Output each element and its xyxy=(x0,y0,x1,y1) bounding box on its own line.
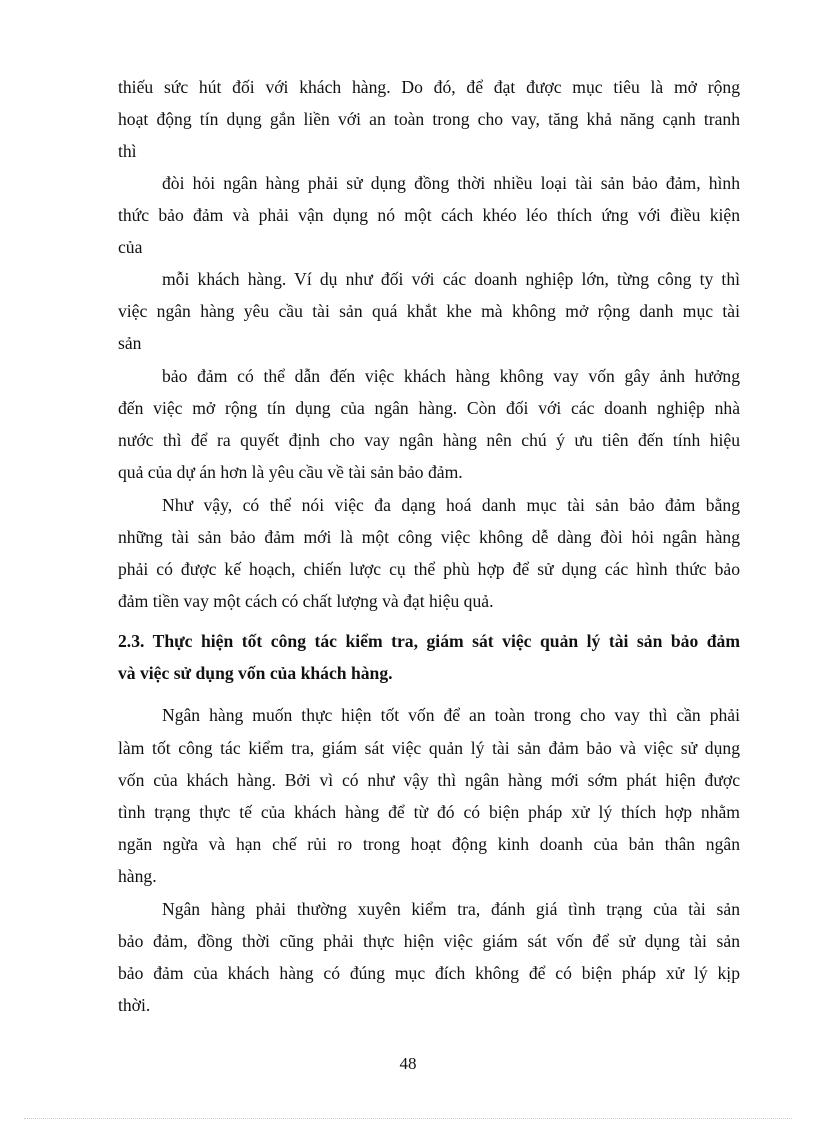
text-line: bảo đảm có thể dẫn đến việc khách hàng không vay vốn gây ảnh hưởng xyxy=(162,366,740,386)
text-line: sản xyxy=(118,333,142,353)
text-line: Ngân hàng phải thường xuyên kiểm tra, đánh giá tình trạng của tài sản xyxy=(162,899,740,919)
text-line: những tài sản bảo đảm mới là một công việc không dễ dàng đòi hỏi ngân hàng xyxy=(118,527,740,547)
text-line: làm tốt công tác kiểm tra, giám sát việc quản lý tài sản đảm bảo và việc sử dụng xyxy=(118,738,740,758)
text-line: thời. xyxy=(118,995,151,1015)
section-heading: 2.3. Thực hiện tốt công tác kiểm tra, giám sát việc quản lý tài sản bảo đảm xyxy=(118,631,740,651)
section-heading: và việc sử dụng vốn của khách hàng. xyxy=(118,663,393,683)
text-line: hàng. xyxy=(118,866,157,886)
text-line: Như vậy, có thể nói việc đa dạng hoá danh mục tài sản bảo đảm bằng xyxy=(162,495,740,515)
page-bottom-divider xyxy=(24,1118,792,1119)
text-line: quả của dự án hơn là yêu cầu về tài sản bảo đảm. xyxy=(118,462,463,482)
text-line: đến việc mở rộng tín dụng của ngân hàng. Còn đối với các doanh nghiệp nhà xyxy=(118,398,740,418)
text-line: Ngân hàng muốn thực hiện tốt vốn để an toàn trong cho vay thì cần phải xyxy=(162,705,740,725)
text-line: mỗi khách hàng. Ví dụ như đối với các doanh nghiệp lớn, từng công ty thì xyxy=(162,269,740,289)
text-line: thức bảo đảm và phải vận dụng nó một cách khéo léo thích ứng với điều kiện xyxy=(118,205,740,225)
text-line: bảo đảm, đồng thời cũng phải thực hiện việc giám sát vốn để sử dụng tài sản xyxy=(118,931,740,951)
text-line: thì xyxy=(118,141,137,161)
page-number: 48 xyxy=(399,1054,417,1073)
text-line: bảo đảm của khách hàng có đúng mục đích không để có biện pháp xử lý kịp xyxy=(118,963,740,983)
text-line: đảm tiền vay một cách có chất lượng và đạt hiệu quả. xyxy=(118,591,494,611)
text-line: việc ngân hàng yêu cầu tài sản quá khắt khe mà không mở rộng danh mục tài xyxy=(118,301,740,321)
text-line: đòi hỏi ngân hàng phải sử dụng đồng thời nhiều loại tài sản bảo đảm, hình xyxy=(162,173,740,193)
text-line: vốn của khách hàng. Bởi vì có như vậy thì ngân hàng mới sớm phát hiện được xyxy=(118,770,740,790)
text-line: thiếu sức hút đối với khách hàng. Do đó, để đạt được mục tiêu là mở rộng xyxy=(118,77,740,97)
text-line: của xyxy=(118,237,143,257)
text-line: phải có được kế hoạch, chiến lược cụ thể phù hợp để sử dụng các hình thức bảo xyxy=(118,559,740,579)
text-line: hoạt động tín dụng gắn liền với an toàn trong cho vay, tăng khả năng cạnh tranh xyxy=(118,109,740,129)
text-line: nước thì để ra quyết định cho vay ngân hàng nên chú ý ưu tiên đến tính hiệu xyxy=(118,430,740,450)
text-line: ngăn ngừa và hạn chế rủi ro trong hoạt động kinh doanh của bản thân ngân xyxy=(118,834,740,854)
text-line: tình trạng thực tế của khách hàng để từ đó có biện pháp xử lý thích hợp nhằm xyxy=(118,802,740,822)
